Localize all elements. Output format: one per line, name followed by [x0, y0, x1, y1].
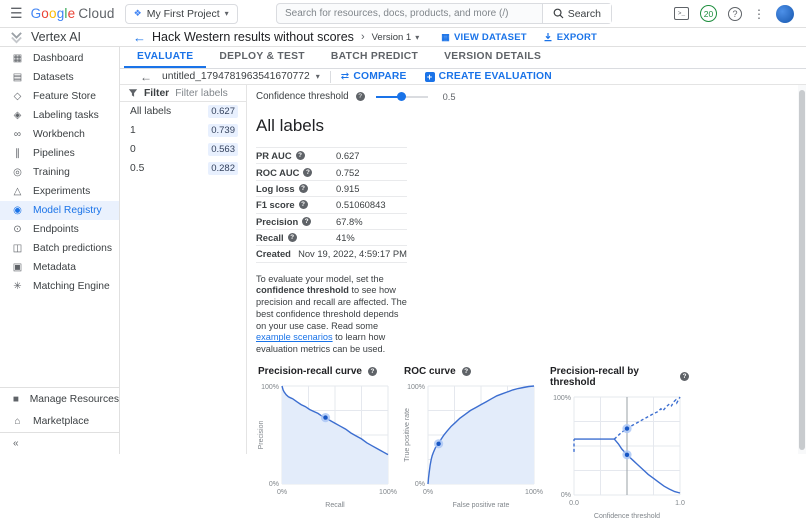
project-name: My First Project [146, 7, 220, 20]
search-input[interactable] [277, 4, 542, 23]
sidebar-item-workbench[interactable] [0, 125, 119, 144]
charts-row [256, 366, 806, 527]
metric-row-created [256, 245, 407, 262]
svg-text:0%: 0% [276, 488, 288, 496]
sidebar-item-batch-predictions[interactable] [0, 239, 119, 258]
matching-engine-icon: ✳ [13, 281, 22, 292]
scrollbar-thumb[interactable] [799, 90, 805, 450]
svg-text:100%: 100% [407, 383, 425, 391]
tab-evaluate[interactable]: EVALUATE [124, 47, 206, 68]
tab-bar [120, 47, 806, 69]
logo-letter: g [56, 6, 65, 21]
sidebar-item-dashboard[interactable] [0, 49, 119, 68]
metadata-icon: ▣ [12, 262, 23, 273]
label-row-all-labels[interactable] [120, 102, 246, 121]
sidebar-spacer [0, 296, 119, 387]
metric-row-roc-auc [256, 163, 407, 179]
chevron-down-icon: ▾ [315, 72, 320, 81]
metric-row-precision [256, 213, 407, 229]
sidebar-item-label: Manage Resources [29, 393, 119, 405]
labels-panel [120, 85, 247, 454]
export-label: EXPORT [556, 31, 598, 43]
metric-label: Created [256, 248, 291, 260]
compare-icon: ⇄ [340, 71, 350, 82]
model-evaluation-selector[interactable] [162, 71, 320, 82]
chevron-down-icon: ▾ [224, 9, 229, 18]
description-text: To evaluate your model, set the [256, 273, 384, 284]
metric-label: ROC AUC [256, 166, 300, 178]
evaluation-description [256, 274, 410, 356]
pipelines-icon: ∥ [15, 148, 20, 159]
svg-text:0%: 0% [560, 491, 571, 499]
sidebar-item-label: Model Registry [33, 205, 102, 216]
endpoints-icon: ⊙ [13, 224, 22, 235]
chevron-down-icon: ▾ [415, 32, 420, 42]
example-scenarios-link[interactable]: example scenarios [256, 332, 333, 343]
topbar [0, 0, 806, 28]
sidebar-item-datasets[interactable] [0, 68, 119, 87]
sidebar-item-label: Workbench [33, 129, 85, 140]
metric-row-log-loss [256, 180, 407, 196]
sidebar-item-label: Labeling tasks [33, 110, 99, 121]
help-icon[interactable]: ? [299, 200, 308, 209]
sidebar-item-metadata[interactable] [0, 258, 119, 277]
version-label: Version 1 [371, 31, 412, 43]
label-value: 0.282 [208, 162, 238, 175]
view-dataset-label: VIEW DATASET [453, 31, 527, 43]
chart-title: Precision-recall curve [258, 365, 362, 377]
compare-button[interactable] [341, 71, 407, 82]
tab-batch-predict[interactable]: BATCH PREDICT [330, 51, 419, 62]
help-icon[interactable]: ? [368, 367, 377, 376]
confidence-threshold-label: Confidence threshold [256, 91, 349, 102]
product-area [0, 30, 120, 44]
svg-text:Precision: Precision [258, 420, 265, 450]
precision-recall-curve-plot [256, 378, 397, 516]
precision-recall-by-threshold-chart [548, 366, 689, 527]
help-icon[interactable]: ? [288, 233, 297, 242]
sidebar-item-endpoints[interactable] [0, 220, 119, 239]
metric-value: 0.627 [336, 150, 360, 162]
slider-thumb[interactable] [397, 92, 406, 101]
label-row-0[interactable] [120, 140, 246, 159]
help-icon[interactable]: ? [680, 372, 689, 381]
view-dataset-button[interactable] [441, 32, 527, 43]
sidebar-item-label: Experiments [33, 186, 91, 197]
metric-value: 67.8% [336, 215, 363, 227]
logo-cloud-text: Cloud [78, 6, 115, 21]
sidebar-item-label: Matching Engine [33, 281, 110, 292]
version-selector[interactable] [372, 32, 420, 43]
svg-text:0%: 0% [268, 480, 279, 488]
export-button[interactable] [543, 32, 597, 43]
model-registry-icon: ◉ [13, 205, 22, 216]
logo-letter: o [48, 6, 57, 21]
sidebar-item-label: Dashboard [33, 53, 84, 64]
back-icon[interactable]: ← [140, 69, 152, 84]
label-row-0-5[interactable] [120, 159, 246, 178]
help-icon[interactable]: ? [728, 7, 742, 21]
sidebar-item-label: Marketplace [33, 415, 90, 427]
sidebar-item-feature-store[interactable] [0, 87, 119, 106]
model-evaluation-name: untitled_1794781963541670772 [162, 71, 310, 82]
sidebar-item-marketplace[interactable] [0, 410, 119, 432]
confidence-threshold-slider[interactable] [376, 92, 428, 102]
help-icon[interactable]: ? [356, 92, 365, 101]
metric-value: 0.51060843 [336, 199, 386, 211]
collapse-icon: « [13, 438, 19, 449]
label-name: All labels [130, 106, 172, 117]
metric-label: F1 score [256, 199, 295, 211]
svg-text:0.0: 0.0 [569, 499, 579, 507]
search-button-label: Search [567, 7, 601, 20]
menu-icon[interactable]: ☰ [10, 5, 23, 21]
sidebar-item-pipelines[interactable] [0, 144, 119, 163]
product-name: Vertex AI [31, 30, 82, 44]
project-icon: ❖ [133, 8, 142, 18]
chart-title: ROC curve [404, 365, 456, 377]
search-bar [276, 3, 612, 24]
filter-icon [128, 88, 138, 98]
breadcrumb-separator: › [360, 31, 365, 43]
metric-value: 41% [336, 232, 355, 244]
roc-curve-chart [402, 366, 543, 527]
manage-resources-icon: ■ [12, 393, 19, 405]
precision-recall-curve-chart [256, 366, 397, 527]
compare-label: COMPARE [353, 71, 407, 82]
metric-label: PR AUC [256, 150, 292, 162]
sidebar-item-label: Feature Store [33, 91, 96, 102]
page-header [0, 28, 806, 47]
svg-text:False positive rate: False positive rate [452, 501, 510, 509]
tab-deploy-test[interactable]: DEPLOY & TEST [219, 51, 305, 62]
help-icon[interactable]: ? [303, 168, 312, 177]
datasets-icon: ▤ [12, 72, 23, 83]
vertex-ai-icon [10, 31, 23, 44]
sidebar-item-label: Training [33, 167, 70, 178]
help-icon[interactable]: ? [462, 367, 471, 376]
project-selector[interactable] [125, 4, 238, 24]
evaluation-toolbar [120, 69, 806, 85]
label-name: 0.5 [130, 163, 145, 174]
sidebar-item-label: Metadata [33, 262, 76, 273]
metric-row-recall [256, 229, 407, 245]
confidence-threshold-row [256, 89, 806, 104]
help-icon[interactable]: ? [302, 217, 311, 226]
svg-text:100%: 100% [261, 383, 279, 391]
batch-predictions-icon: ◫ [12, 243, 23, 254]
google-cloud-logo[interactable] [31, 6, 115, 21]
sidebar-item-label: Batch predictions [33, 243, 112, 254]
metric-label: Log loss [256, 182, 295, 194]
back-icon[interactable]: ← [133, 29, 146, 45]
marketplace-icon: ⌂ [14, 415, 21, 427]
training-icon: ◎ [13, 167, 22, 178]
label-row-1[interactable] [120, 121, 246, 140]
svg-text:100%: 100% [525, 488, 543, 496]
sidebar-item-labeling-tasks[interactable] [0, 106, 119, 125]
topbar-icons [674, 5, 806, 23]
svg-text:0%: 0% [414, 480, 425, 488]
experiments-icon: △ [13, 186, 22, 197]
help-icon[interactable]: ? [299, 184, 308, 193]
logo-letter: G [30, 6, 42, 21]
label-value: 0.563 [208, 143, 238, 156]
sidebar-item-matching-engine[interactable] [0, 277, 119, 296]
free-trial-badge[interactable]: 20 [700, 5, 717, 22]
metric-label: Precision [256, 215, 299, 227]
metric-value: 0.915 [336, 182, 360, 194]
sidebar-item-label: Pipelines [33, 148, 75, 159]
vertical-scrollbar[interactable] [798, 85, 806, 454]
metric-value: 0.752 [336, 166, 360, 178]
body [0, 47, 806, 520]
search-button[interactable] [542, 4, 611, 23]
cloud-shell-icon[interactable]: >_ [674, 7, 689, 20]
logo-letter: e [67, 6, 76, 21]
sidebar-collapse-button[interactable] [0, 432, 119, 454]
metric-row-pr-auc [256, 147, 407, 163]
metric-label: Recall [256, 232, 284, 244]
description-text: to see how precision and recall are affected. The best confidence threshold depends on your use case. Read some [256, 285, 407, 331]
svg-text:0%: 0% [422, 488, 434, 496]
feature-store-icon: ◇ [13, 91, 22, 102]
sidebar-item-training[interactable] [0, 163, 119, 182]
svg-text:Confidence threshold: Confidence threshold [593, 512, 661, 520]
metric-value: Nov 19, 2022, 4:59:17 PM [298, 248, 407, 260]
overflow-menu-icon[interactable]: ⋮ [753, 6, 765, 21]
sidebar-item-manage-resources[interactable] [0, 388, 119, 410]
description-text: to learn how evaluation metrics can be used. [256, 332, 386, 355]
label-name: 0 [130, 144, 136, 155]
filter-bar[interactable] [120, 85, 246, 102]
dashboard-icon: ▦ [12, 53, 23, 64]
download-icon [543, 32, 553, 42]
metrics-panel [247, 85, 806, 520]
svg-text:Recall: Recall [325, 501, 345, 509]
sidebar-item-label: Endpoints [33, 224, 79, 235]
logo-letter: l [64, 6, 68, 21]
roc-curve-plot [402, 378, 543, 516]
svg-text:100%: 100% [553, 394, 571, 402]
chart-title: Precision-recall by threshold [550, 365, 639, 388]
sidebar-item-label: Datasets [33, 72, 74, 83]
search-icon [553, 8, 564, 19]
label-name: 1 [130, 125, 136, 136]
content [120, 47, 806, 520]
evaluation-body [120, 85, 806, 520]
metric-row-f1-score [256, 196, 407, 212]
label-value: 0.627 [208, 105, 238, 118]
filter-labels-input[interactable]: Filter labels [175, 87, 228, 99]
workbench-icon: ∞ [13, 129, 22, 140]
sidebar-item-experiments[interactable] [0, 182, 119, 201]
avatar[interactable] [776, 5, 794, 23]
label-value: 0.739 [208, 124, 238, 137]
tab-version-details[interactable]: VERSION DETAILS [444, 51, 542, 62]
description-bold: confidence threshold [256, 285, 349, 296]
confidence-threshold-value: 0.5 [442, 91, 456, 102]
filter-label: Filter [144, 87, 170, 99]
svg-text:1.0: 1.0 [675, 499, 685, 507]
dataset-table-icon: ▦ [441, 31, 450, 42]
section-heading: All labels [256, 116, 325, 135]
create-evaluation-label: CREATE EVALUATION [438, 71, 552, 82]
sidebar [0, 47, 120, 454]
logo-letter: o [41, 6, 49, 21]
labeling-tasks-icon: ◈ [13, 110, 22, 121]
sidebar-item-model-registry[interactable] [0, 201, 119, 220]
svg-text:True positive rate: True positive rate [404, 408, 411, 462]
svg-text:100%: 100% [379, 488, 397, 496]
help-icon[interactable]: ? [296, 151, 305, 160]
plus-icon: + [425, 72, 435, 82]
metrics-table [256, 147, 407, 263]
page-title: Hack Western results without scores [152, 30, 354, 44]
precision-recall-by-threshold-plot [548, 389, 686, 527]
divider [330, 71, 331, 83]
create-evaluation-button[interactable] [425, 71, 552, 82]
